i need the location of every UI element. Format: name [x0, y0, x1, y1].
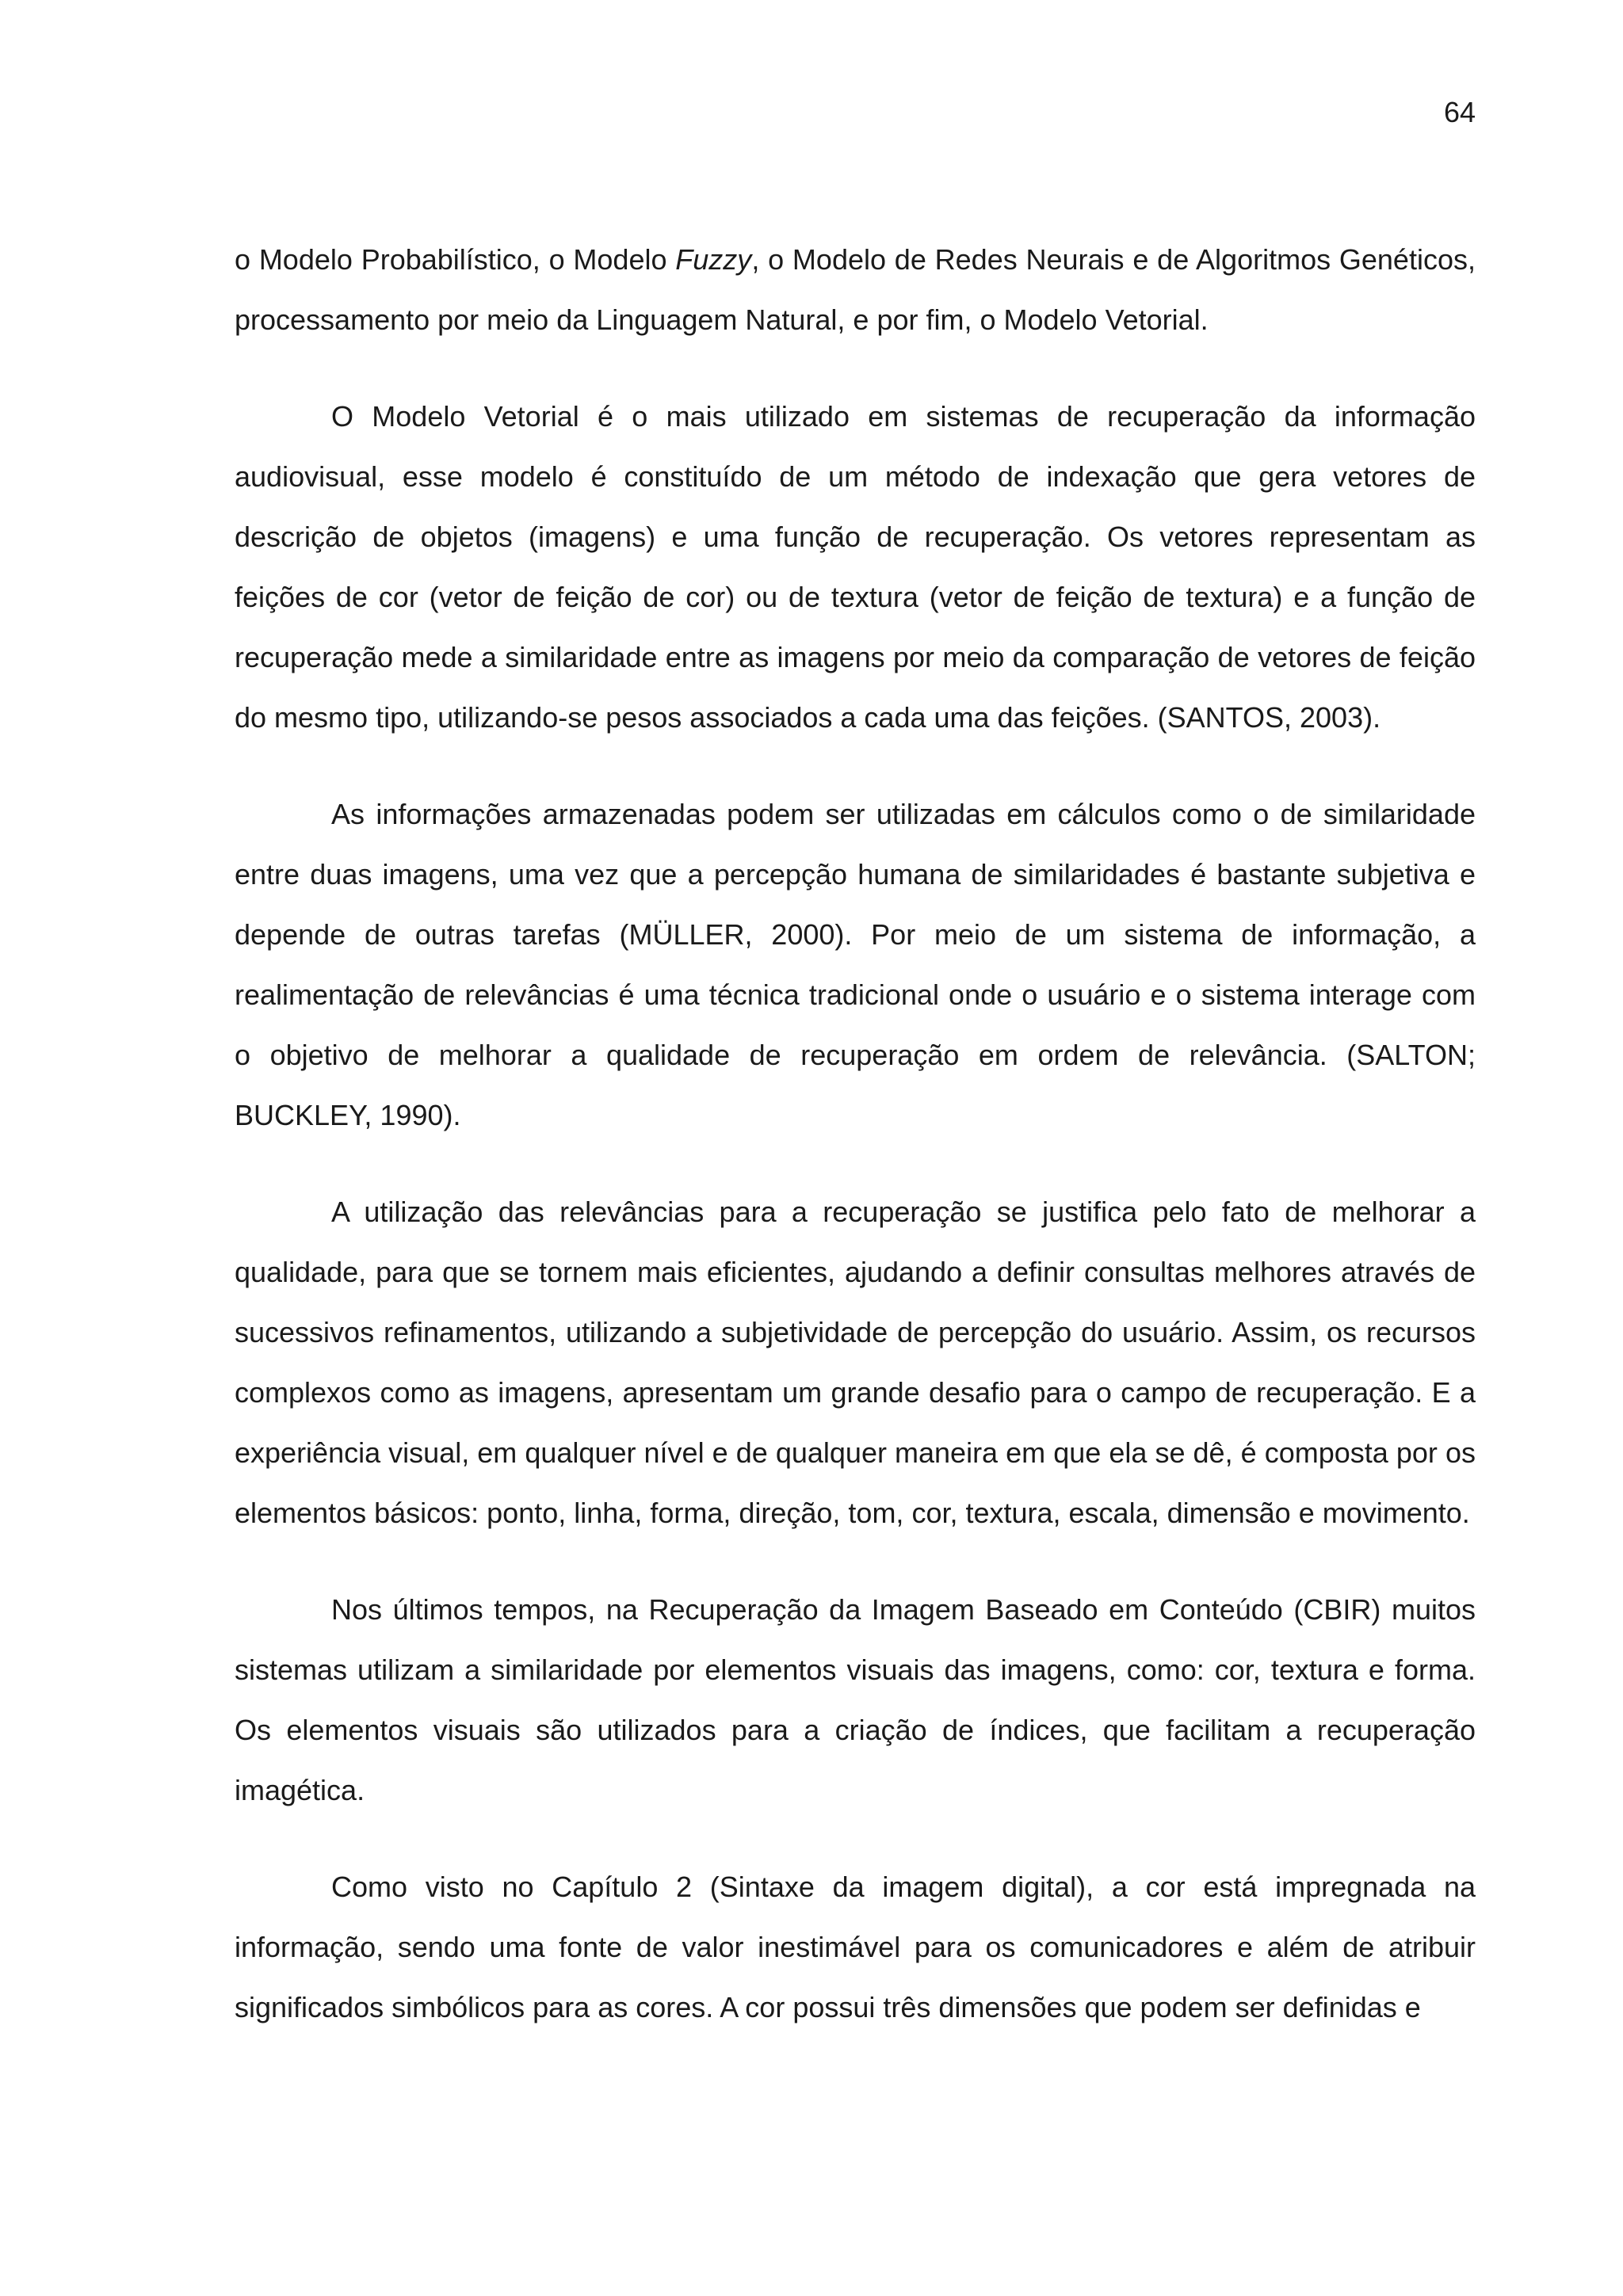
paragraph-6: Como visto no Capítulo 2 (Sintaxe da imagem digital), a cor está impregnada na informação, sendo uma fonte de valor inestimável para os comunicadores e além de atribuir significados simbólicos para as cores. A cor possui três dimensões que podem ser definidas e: [235, 1871, 1476, 2023]
paragraph-4: A utilização das relevâncias para a recuperação se justifica pelo fato de melhorar a qualidade, para que se tornem mais eficientes, ajudando a definir consultas melhores através de sucessivos refinamentos, utilizando a subjetividade de percepção do usuário. Assim, os recursos complexos como as imagens, apresentam um grande desafio para o campo de recuperação. E a experiência visual, em qualquer nível e de qualquer maneira em que ela se dê, é composta por os elementos básicos: ponto, linha, forma, direção, tom, cor, textura, escala, dimensão e movimento.: [235, 1196, 1476, 1529]
paragraph-2: O Modelo Vetorial é o mais utilizado em sistemas de recuperação da informação audiovisual, esse modelo é constituído de um método de indexação que gera vetores de descrição de objetos (imagens) e uma função de recuperação. Os vetores representam as feições de cor (vetor de feição de cor) ou de textura (vetor de feição de textura) e a função de recuperação mede a similaridade entre as imagens por meio da comparação de vetores de feição do mesmo tipo, utilizando-se pesos associados a cada uma das feições. (SANTOS, 2003).: [235, 400, 1476, 734]
paragraph-1-emphasis: Fuzzy: [675, 243, 752, 276]
paragraph-3: As informações armazenadas podem ser utilizadas em cálculos como o de similaridade entre duas imagens, uma vez que a percepção humana de similaridades é bastante subjetiva e depende de outras tarefas (MÜLLER, 2000). Por meio de um sistema de informação, a realimentação de relevâncias é uma técnica tradicional onde o usuário e o sistema interage com o objetivo de melhorar a qualidade de recuperação em ordem de relevância. (SALTON; BUCKLEY, 1990).: [235, 798, 1476, 1131]
paragraph-1-part-3: , o Modelo de Redes Neurais e de Algoritmos Genéticos, processamento por meio da Linguagem Natural, e por fim, o Modelo Vetorial.: [235, 243, 1476, 336]
paragraph-1: [235, 230, 1476, 350]
paragraph-5: Nos últimos tempos, na Recuperação da Imagem Baseado em Conteúdo (CBIR) muitos sistemas utilizam a similaridade por elementos visuais das imagens, como: cor, textura e forma. Os elementos visuais são utilizados para a criação de índices, que facilitam a recuperação imagética.: [235, 1593, 1476, 1806]
body-text: [235, 230, 1476, 2038]
paragraph-1-part-1: o Modelo Probabilístico, o Modelo: [235, 243, 676, 276]
page-number: 64: [1443, 96, 1476, 128]
